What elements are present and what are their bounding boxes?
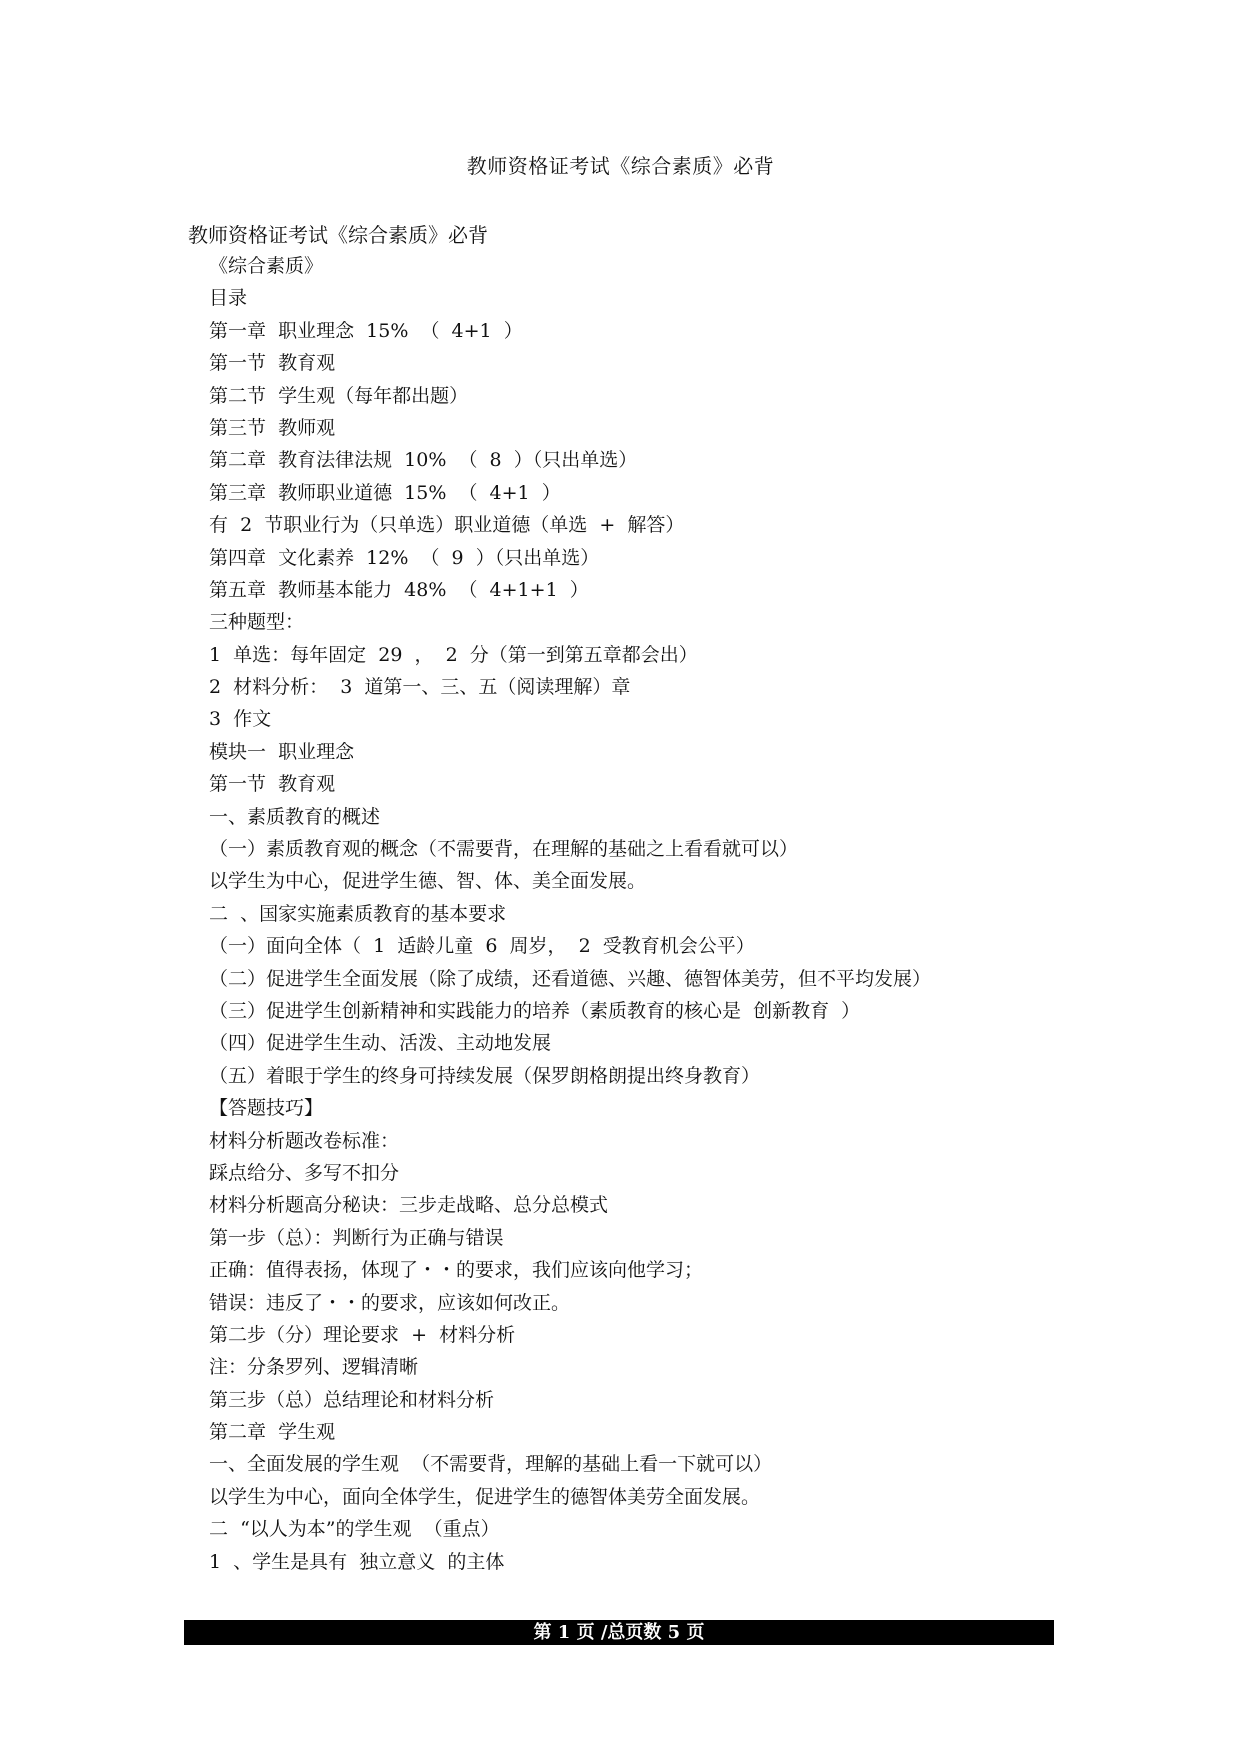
text-line: 一、全面发展的学生观 （不需要背，理解的基础上看一下就可以） (209, 1453, 773, 1476)
text-line: 一、素质教育的概述 (209, 805, 381, 828)
page-footer: 第 1 页 /总页数 5 页 (184, 1620, 1054, 1645)
text-line: （五）着眼于学生的终身可持续发展（保罗朗格朗提出终身教育） (209, 1064, 761, 1087)
text-line: 第一步（总）：判断行为正确与错误 (209, 1226, 504, 1249)
text-line: 第二步（分）理论要求 + 材料分析 (209, 1323, 516, 1346)
text-line: （二）促进学生全面发展（除了成绩，还看道德、兴趣、德智体美劳，但不平均发展） (209, 967, 932, 990)
text-line: 第四章 文化素养 12% （ 9 ）（只出单选） (209, 546, 600, 569)
text-line: 正确：值得表扬，体现了・・的要求，我们应该向他学习； (209, 1259, 704, 1282)
text-line: 有 2 节职业行为（只单选）职业道德（单选 + 解答） (209, 514, 685, 537)
text-line: 二 “以人为本”的学生观 （重点） (209, 1518, 500, 1541)
text-line: 第三章 教师职业道德 15% （ 4+1 ） (209, 481, 561, 504)
text-line: 【答题技巧】 (209, 1097, 324, 1120)
text-line: 《综合素质》 (209, 255, 324, 277)
document-title: 教师资格证考试《综合素质》必背 (188, 223, 488, 247)
text-line: 第三节 教师观 (209, 416, 336, 439)
text-line: 以学生为中心，面向全体学生，促进学生的德智体美劳全面发展。 (209, 1485, 761, 1508)
text-line: 第一章 职业理念 15% （ 4+1 ） (209, 319, 523, 342)
text-line: 第一节 教育观 (209, 352, 336, 375)
text-line: 第五章 教师基本能力 48% （ 4+1+1 ） (209, 578, 589, 601)
text-line: 第一节 教育观 (209, 773, 336, 796)
text-line: 模块一 职业理念 (209, 740, 355, 763)
text-line: （三）促进学生创新精神和实践能力的培养（素质教育的核心是 创新教育 ） (209, 999, 861, 1022)
text-line: （一）素质教育观的概念（不需要背，在理解的基础之上看看就可以） (209, 838, 799, 861)
text-line: 错误：违反了・・的要求，应该如何改正。 (209, 1291, 571, 1314)
text-line: 第二章 教育法律法规 10% （ 8 ）（只出单选） (209, 449, 638, 472)
text-line: （四）促进学生生动、活泼、主动地发展 (209, 1032, 552, 1055)
text-line: 2 材料分析： 3 道第一、三、五（阅读理解）章 (209, 676, 631, 699)
text-line: 二 、国家实施素质教育的基本要求 (209, 902, 507, 925)
text-line: 1 单选：每年固定 29 ， 2 分（第一到第五章都会出） (209, 643, 698, 666)
text-line: 目录 (209, 287, 248, 310)
text-line: 材料分析题高分秘诀：三步走战略、总分总模式 (209, 1194, 609, 1217)
text-line: （一）面向全体（ 1 适龄儿童 6 周岁， 2 受教育机会公平） (209, 935, 755, 958)
text-line: 1 、学生是具有 独立意义 的主体 (209, 1550, 505, 1573)
text-line: 3 作文 (209, 708, 272, 731)
text-line: 以学生为中心，促进学生德、智、体、美全面发展。 (209, 870, 647, 893)
text-line: 第二节 学生观（每年都出题） (209, 384, 469, 407)
text-line: 第二章 学生观 (209, 1421, 336, 1444)
text-line: 踩点给分、多写不扣分 (209, 1161, 400, 1184)
text-line: 材料分析题改卷标准： (209, 1129, 400, 1152)
page-title: 教师资格证考试《综合素质》必背 (466, 154, 775, 178)
text-line: 三种题型： (209, 611, 305, 634)
text-line: 注：分条罗列、逻辑清晰 (209, 1356, 419, 1379)
text-line: 第三步（总）总结理论和材料分析 (209, 1388, 495, 1411)
document-body (209, 250, 1109, 1578)
